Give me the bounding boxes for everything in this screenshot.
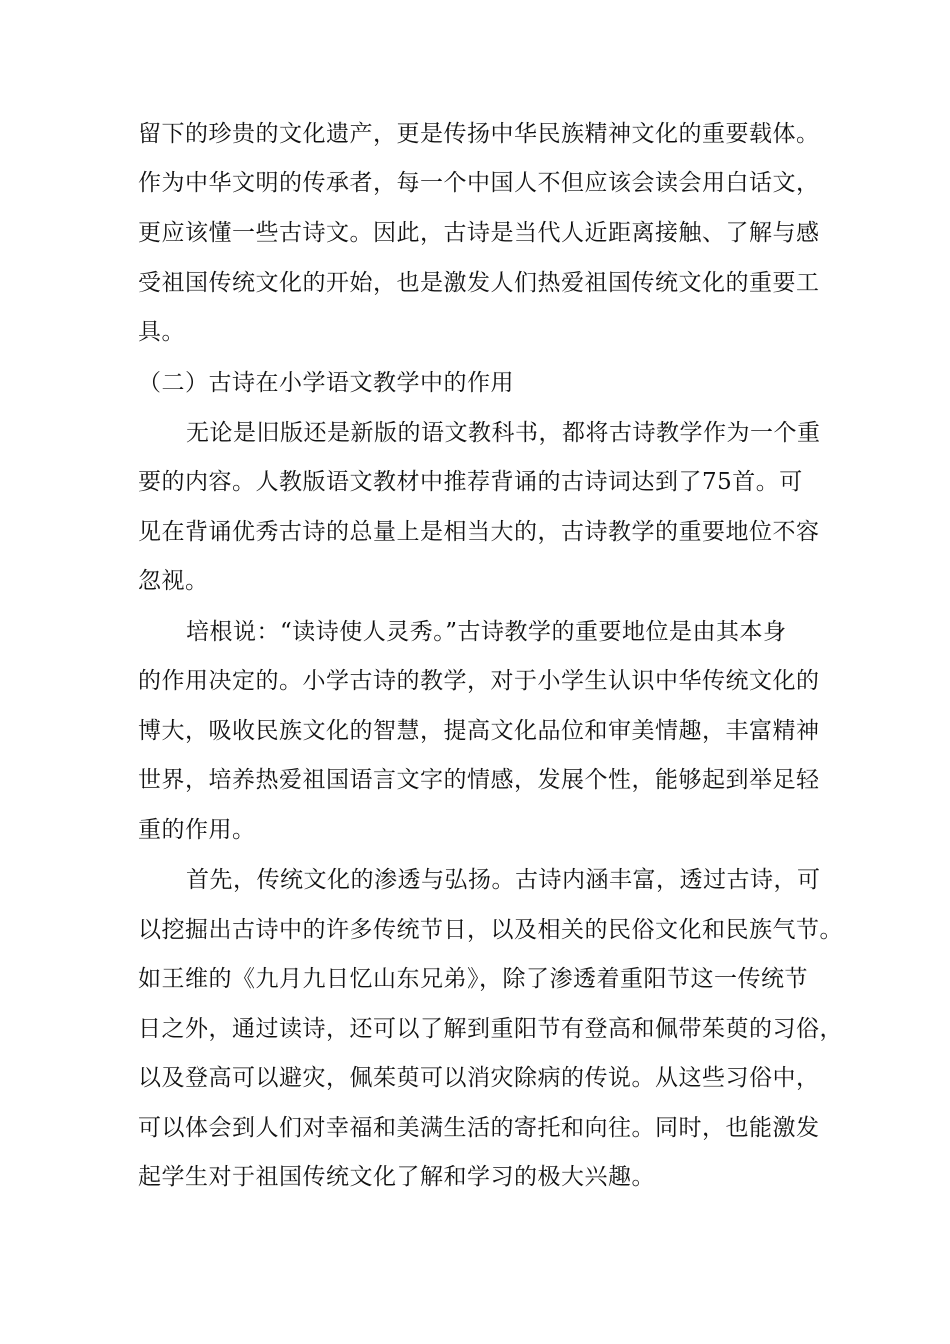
p2-line-1: 无论是旧版还是新版的语文教科书，都将古诗教学作为一个重 xyxy=(186,420,821,446)
p1-line-1: 留下的珍贵的文化遗产，更是传扬中华民族精神文化的重要载体。 xyxy=(138,121,820,147)
p4-line-5: 以及登高可以避灾，佩茱萸可以消灾除病的传说。从这些习俗中， xyxy=(138,1065,820,1091)
p4-line-4: 日之外，通过读诗，还可以了解到重阳节有登高和佩带茱萸的习俗， xyxy=(138,1016,843,1042)
section-heading: （二）古诗在小学语文教学中的作用 xyxy=(138,370,514,396)
p1-line-2: 作为中华文明的传承者，每一个中国人不但应该会读会用白话文， xyxy=(138,170,820,196)
p3-line-4: 世界，培养热爱祖国语言文字的情感，发展个性，能够起到举足轻 xyxy=(138,767,820,793)
p3-line-2: 的作用决定的。小学古诗的教学，对于小学生认识中华传统文化的 xyxy=(138,668,820,694)
p1-line-5: 具。 xyxy=(138,319,185,345)
p4-line-7: 起学生对于祖国传统文化了解和学习的极大兴趣。 xyxy=(138,1164,655,1190)
p4-line-6: 可以体会到人们对幸福和美满生活的寄托和向往。同时，也能激发 xyxy=(138,1115,820,1141)
p2-line-3: 见在背诵优秀古诗的总量上是相当大的，古诗教学的重要地位不容 xyxy=(138,519,820,545)
p4-line-3: 如王维的《九月九日忆山东兄弟》，除了渗透着重阳节这一传统节 xyxy=(138,966,808,992)
p2-line-2: 要的内容。人教版语文教材中推荐背诵的古诗词达到了75首。可 xyxy=(138,469,803,495)
p1-line-4: 受祖国传统文化的开始，也是激发人们热爱祖国传统文化的重要工 xyxy=(138,270,820,296)
p3-line-1: 培根说：“读诗使人灵秀。”古诗教学的重要地位是由其本身 xyxy=(186,619,787,645)
p4-line-2: 以挖掘出古诗中的许多传统节日，以及相关的民俗文化和民族气节。 xyxy=(138,917,843,943)
p1-line-3: 更应该懂一些古诗文。因此，古诗是当代人近距离接触、了解与感 xyxy=(138,220,820,246)
p3-line-3: 博大，吸收民族文化的智慧，提高文化品位和审美情趣，丰富精神 xyxy=(138,718,820,744)
p4-line-1: 首先，传统文化的渗透与弘扬。古诗内涵丰富，透过古诗，可 xyxy=(186,867,821,893)
p2-line-4: 忽视。 xyxy=(138,568,209,594)
p3-line-5: 重的作用。 xyxy=(138,817,256,843)
